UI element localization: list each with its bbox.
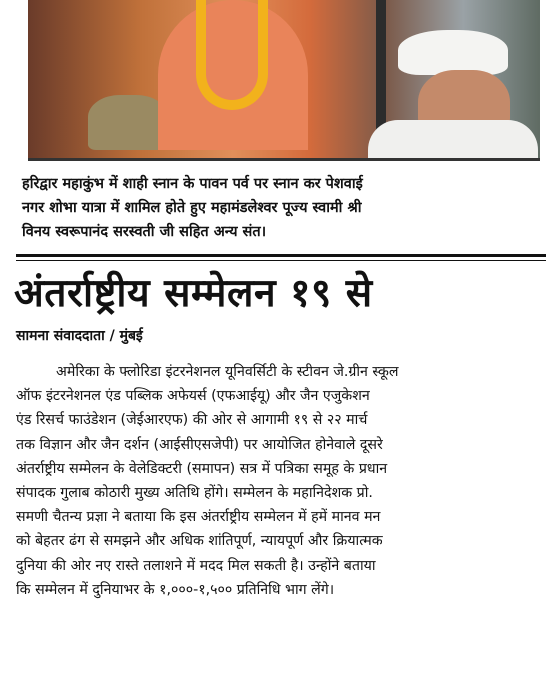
article-byline: सामना संवाददाता / मुंबई xyxy=(16,328,143,344)
body-line: दुनिया की ओर नए रास्ते तलाशने में मदद मिल सकती है। उन्होंने बताया xyxy=(16,557,376,574)
divider-thin xyxy=(16,260,546,261)
body-line: कि सम्मेलन में दुनियाभर के १,०००-१,५०० प्रतिनिधि भाग लेंगे। xyxy=(16,581,335,598)
news-photo xyxy=(28,0,540,161)
body-line: अमेरिका के फ्लोरिडा इंटरनेशनल यूनिवर्सिटी के स्टीवन जे.ग्रीन स्कूल xyxy=(56,364,399,380)
body-line: एंड रिसर्च फाउंडेशन (जेईआरएफ) की ओर से आगामी १९ से २२ मार्च xyxy=(16,412,368,429)
body-line: अंतर्राष्ट्रीय सम्मेलन के वेलेडिक्टरी (समापन) सत्र में पत्रिका समूह के प्रधान xyxy=(16,460,388,477)
body-line: संपादक गुलाब कोठारी मुख्य अतिथि होंगे। सम्मेलन के महानिदेशक प्रो. xyxy=(16,485,373,502)
body-line: समणी चैतन्य प्रज्ञा ने बताया कि इस अंतर्राष्ट्रीय सम्मेलन में हमें मानव मन xyxy=(16,509,381,526)
photo-caption xyxy=(22,172,546,244)
white-cap xyxy=(398,30,508,75)
body-line: को बेहतर ढंग से समझने और अधिक शांतिपूर्ण, न्यायपूर्ण और क्रियात्मक xyxy=(16,533,383,550)
caption-line: विनय स्वरूपानंद सरस्वती जी सहित अन्य संत। xyxy=(22,224,267,240)
article-body xyxy=(16,360,546,602)
statue-figure xyxy=(88,95,168,150)
body-line: तक विज्ञान और जैन दर्शन (आईसीएसजेपी) पर आयोजित होनेवाले दूसरे xyxy=(16,436,383,453)
body-line: ऑफ इंटरनेशनल एंड पब्लिक अफेयर्स (एफआईयू) और जैन एजुकेशन xyxy=(16,388,370,405)
divider-top xyxy=(16,254,546,257)
flower-garland xyxy=(196,0,268,110)
man-body xyxy=(368,120,538,160)
caption-line: नगर शोभा यात्रा में शामिल होते हुए महामंडलेश्वर पूज्य स्वामी श्री xyxy=(22,200,362,216)
article-headline: अंतर्राष्ट्रीय सम्मेलन १९ से xyxy=(14,271,373,316)
caption-line: हरिद्वार महाकुंभ में शाही स्नान के पावन पर्व पर स्नान कर पेशवाई xyxy=(22,176,363,192)
